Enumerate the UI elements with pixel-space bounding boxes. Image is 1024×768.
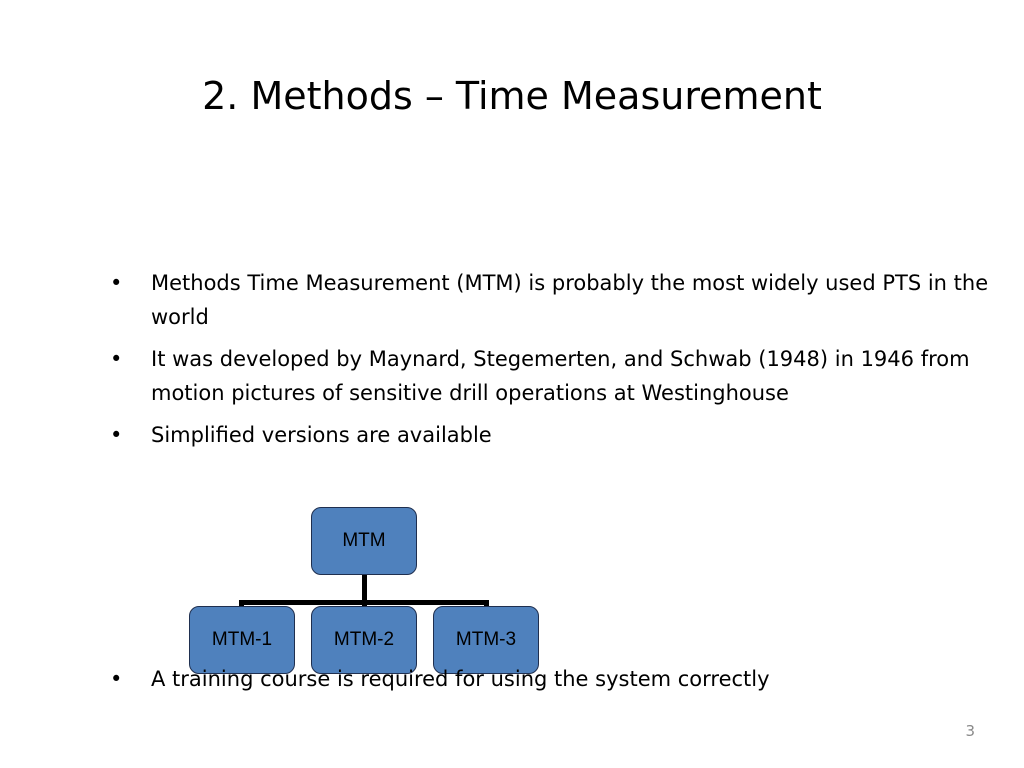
bullet-item (110, 342, 1010, 410)
bullet-text: A training course is required for using the system correctly (151, 667, 770, 691)
bullet-icon: • (110, 667, 123, 691)
connector-horizontal (239, 600, 489, 605)
bullet-item (110, 418, 1010, 452)
org-node-child: MTM-3 (433, 606, 539, 674)
org-node-child: MTM-1 (189, 606, 295, 674)
bullet-text: Simplified versions are available (151, 423, 492, 447)
page-number: 3 (965, 722, 975, 740)
bullet-item-final (110, 662, 1010, 696)
bullet-item (110, 266, 1010, 334)
bullet-icon: • (110, 423, 123, 447)
bullet-icon: • (110, 347, 123, 371)
slide-title: 2. Methods – Time Measurement (202, 74, 822, 118)
org-node-root: MTM (311, 507, 417, 575)
bullet-icon: • (110, 271, 123, 295)
bullet-text: It was developed by Maynard, Stegemerten, and Schwab (1948) in 1946 from motion pictures of sensitive drill operations at Westinghouse (151, 347, 970, 405)
org-node-child: MTM-2 (311, 606, 417, 674)
connector-root-vertical (362, 574, 367, 604)
bullet-text: Methods Time Measurement (MTM) is probably the most widely used PTS in the world (151, 271, 989, 329)
bullet-list (110, 266, 1010, 460)
